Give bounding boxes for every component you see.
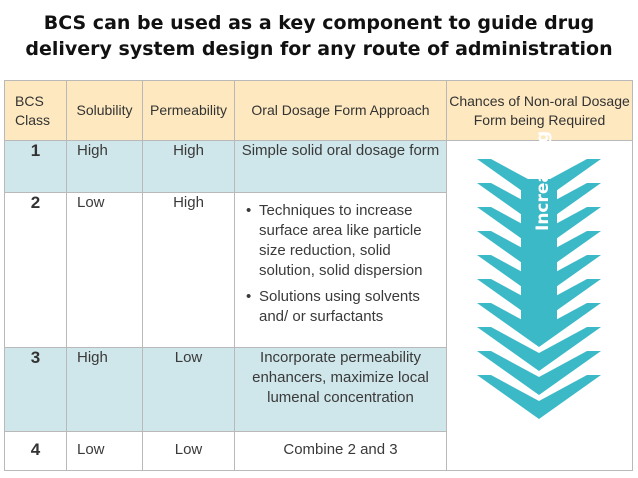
increasing-label: Increasing bbox=[533, 130, 553, 231]
header-permeability: Permeability bbox=[143, 81, 235, 141]
cell-class: 3 bbox=[5, 348, 67, 432]
cell-approach: Combine 2 and 3 bbox=[235, 432, 447, 471]
bcs-table bbox=[4, 80, 633, 471]
cell-permeability: High bbox=[143, 193, 235, 348]
cell-approach: Simple solid oral dosage form bbox=[235, 141, 447, 193]
table-row bbox=[5, 141, 633, 193]
cell-solubility: Low bbox=[67, 193, 143, 348]
cell-approach: Incorporate permeability enhancers, maximize local lumenal concentration bbox=[235, 348, 447, 432]
slide-title bbox=[0, 10, 638, 62]
cell-class: 2 bbox=[5, 193, 67, 348]
title-line-2: delivery system design for any route of administration bbox=[25, 38, 613, 60]
non-oral-column bbox=[447, 130, 633, 471]
cell-permeability: Low bbox=[143, 348, 235, 432]
cell-class: 1 bbox=[5, 141, 67, 193]
list-item: • Techniques to increase surface area like particle size reduction, solid solution, solid dispersion bbox=[259, 201, 440, 281]
header-bcs-class: BCS Class bbox=[5, 81, 67, 141]
cell-permeability: Low bbox=[143, 432, 235, 471]
cell-permeability: High bbox=[143, 141, 235, 193]
header-non-oral: Chances of Non-oral Dosage Form being Required bbox=[447, 81, 633, 141]
header-solubility: Solubility bbox=[67, 81, 143, 141]
title-line-1: BCS can be used as a key component to guide drug bbox=[43, 12, 595, 34]
cell-approach bbox=[235, 193, 447, 348]
cell-solubility: High bbox=[67, 141, 143, 193]
cell-class: 4 bbox=[5, 432, 67, 471]
cell-solubility: High bbox=[67, 348, 143, 432]
approach-bullet-list bbox=[245, 201, 440, 327]
cell-solubility: Low bbox=[67, 432, 143, 471]
header-oral-approach: Oral Dosage Form Approach bbox=[235, 81, 447, 141]
list-item: • Solutions using solvents and/ or surfactants bbox=[259, 287, 440, 327]
